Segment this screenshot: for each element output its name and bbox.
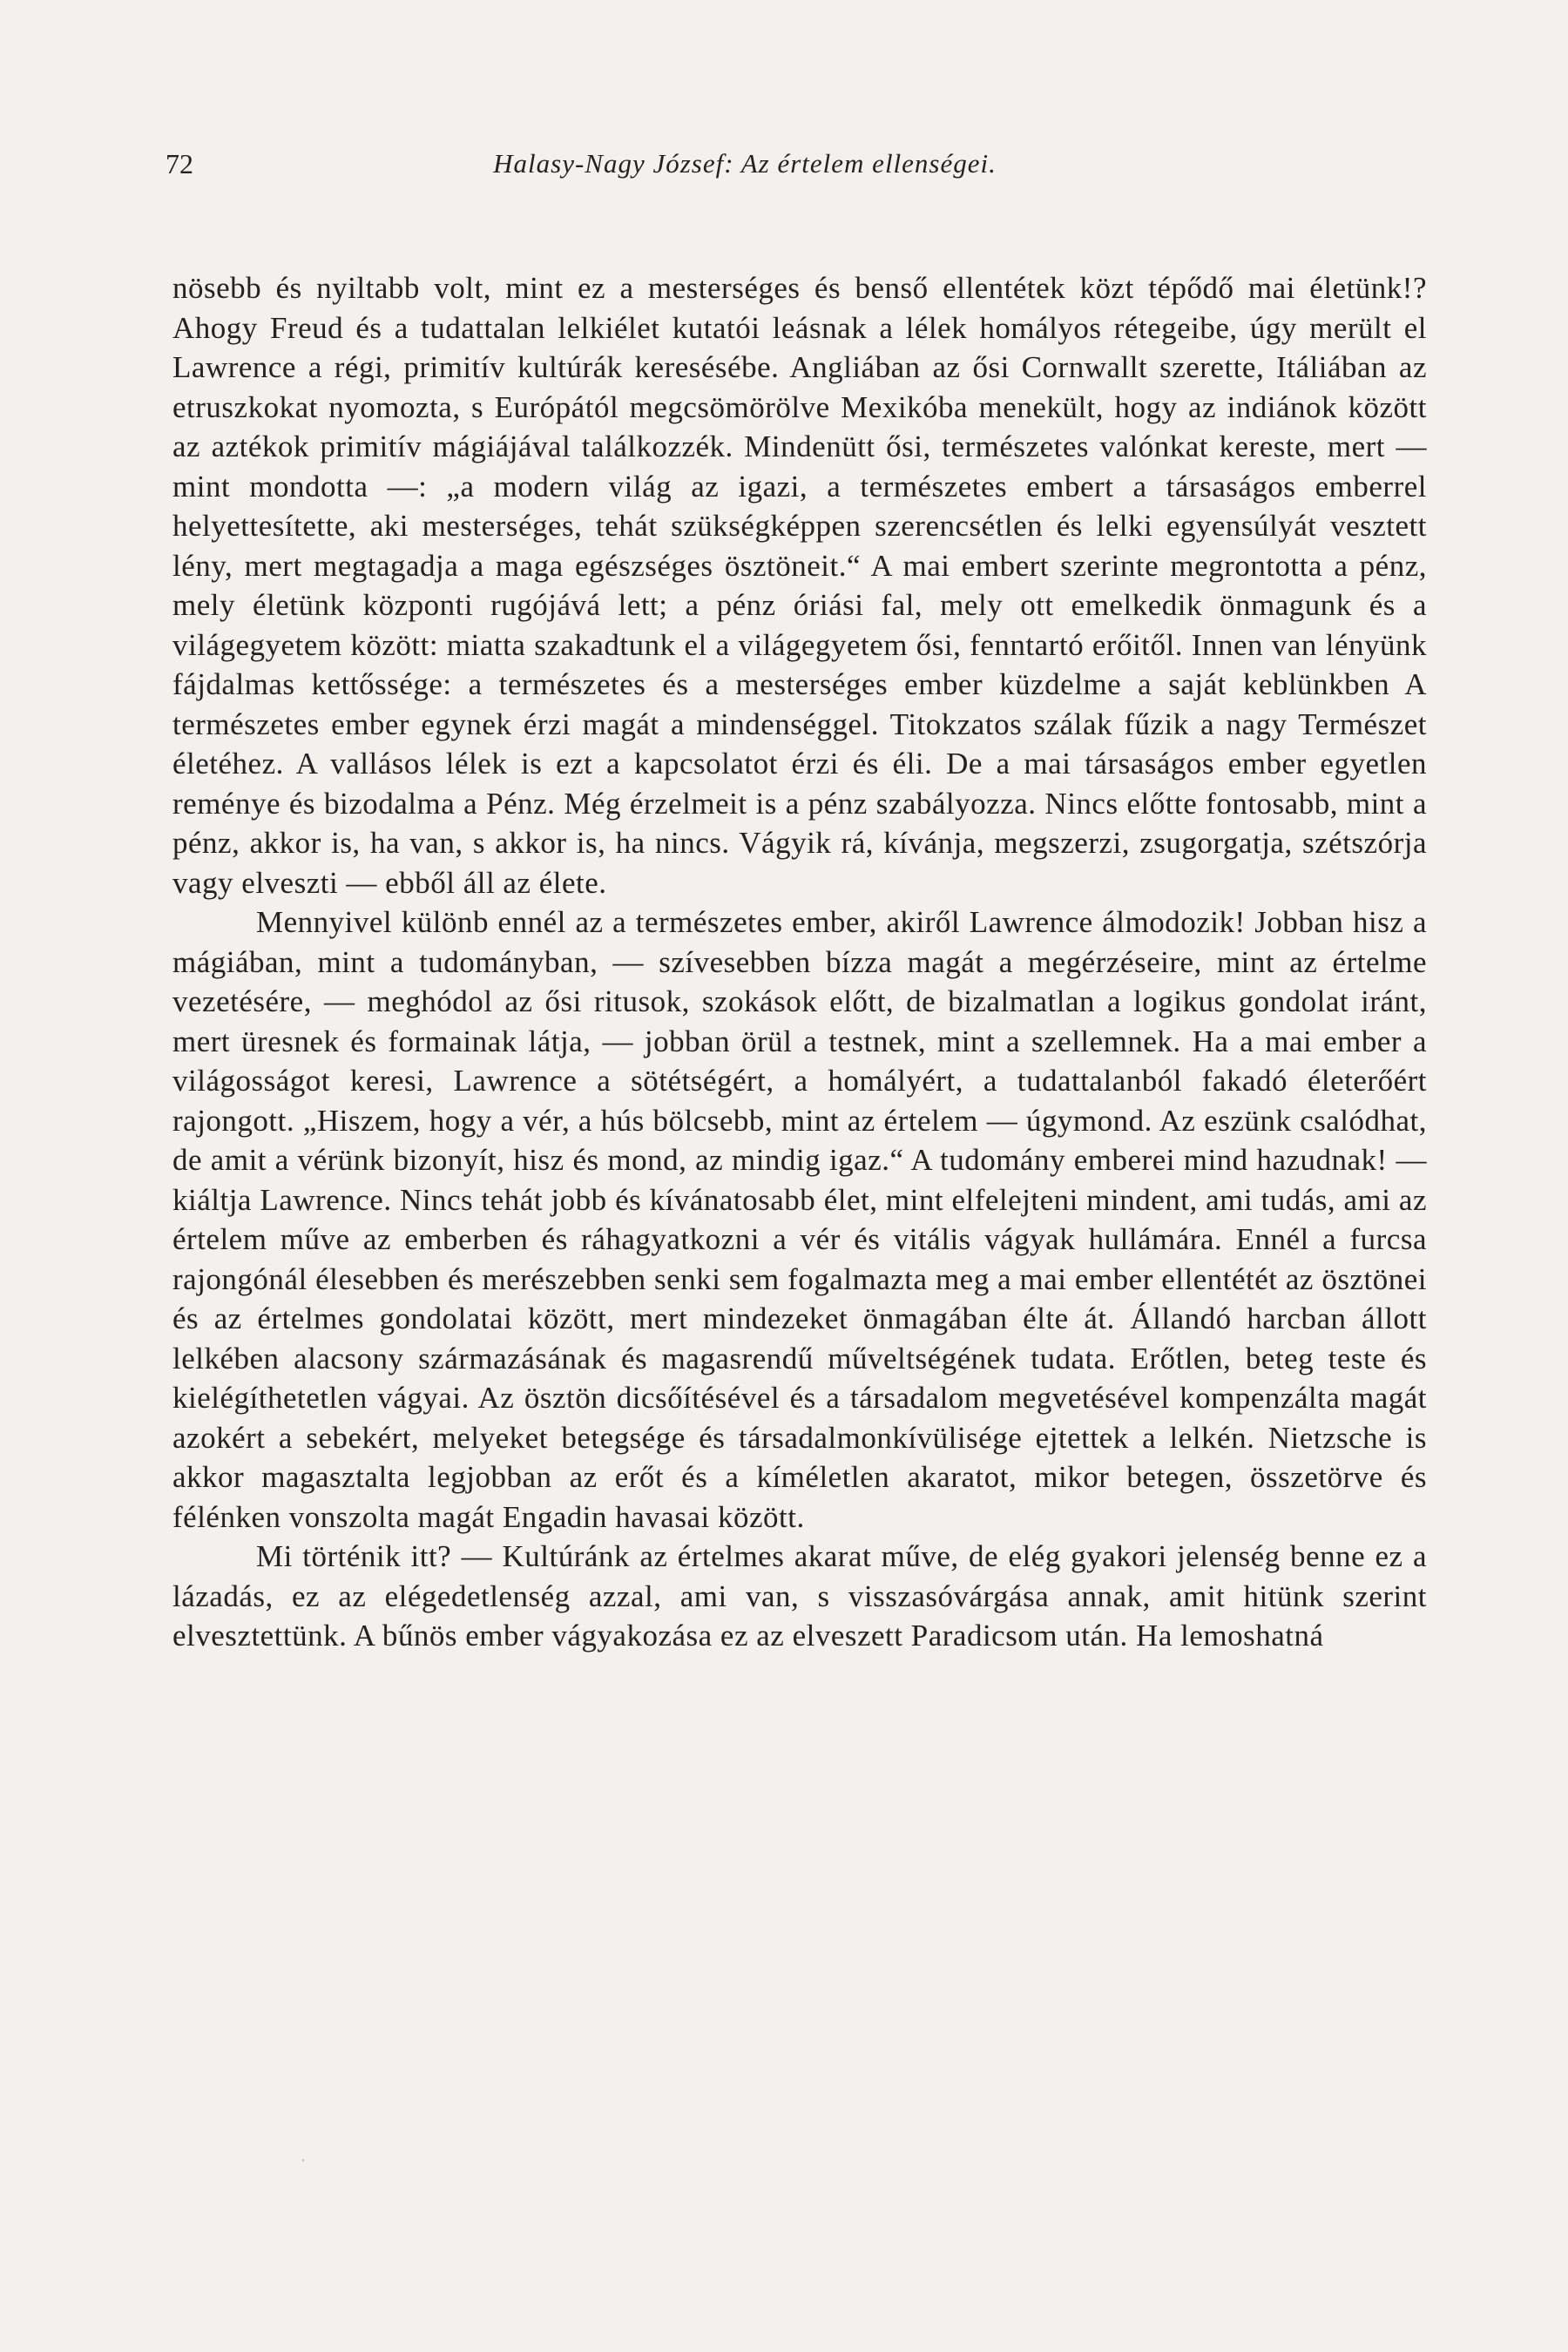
paragraph: Mennyivel különb ennél az a természetes ember, akiről Lawrence álmodozik! Jobban hisz a mágiában, mint a tudományban, — szívesebben bízza magát a megérzéseire, mint az értelme vezetésére, — meghódol az ősi ritusok, szokások előtt, de bizalmatlan a logikus gondolat iránt, mert üresnek és formainak látja, — jobban örül a testnek, mint a szellemnek. Ha a mai ember a világosságot keresi, Lawrence a sötétségért, a homályért, a tudattalanból fakadó életerőért rajongott. „Hiszem, hogy a vér, a hús bölcsebb, mint az értelem — úgymond. Az eszünk csalódhat, de amit a vérünk bizonyít, hisz és mond, az mindig igaz.“ A tudomány emberei mind hazudnak! — kiáltja Lawrence. Nincs tehát jobb és kívánatosabb élet, mint elfelejteni mindent, ami tudás, ami az értelem műve az emberben és ráhagyatkozni a vér és vitális vágyak hullámára. Ennél a furcsa rajongónál élesebben és merészebben senki sem fogalmazta meg a mai ember ellentétét az ösztönei és az értelmes gondolatai között, mert mindezeket önmagában élte át. Állandó harcban állott lelkében alacsony származásának és magasrendű műveltségének tudata. Erőtlen, beteg teste és kielégíthetetlen vágyai. Az ösztön dicsőítésével és a társadalom megvetésével kompenzálta magát azokért a sebekért, melyeket betegsége és társadalmonkívülisége ejtettek a lelkén. Nietzsche is akkor magasztalta legjobban az erőt és a kíméletlen akaratot, mikor betegen, összetörve és félénken vonszolta magát Engadin havasai között. (172, 905, 1427, 1534)
paragraph-continuation: nösebb és nyiltabb volt, mint ez a mesterséges és benső ellentétek közt tépődő mai életünk!? Ahogy Freud és a tudattalan lelkiélet kutatói leásnak a lélek homályos rétegeibe, úgy merült el Lawrence a régi, primitív kultúrák keresésébe. Angliában az ősi Cornwallt szerette, Itáliában az etruszkokat nyomozta, s Európától megcsömörölve Mexikóba menekült, hogy az indiánok között az aztékok primitív mágiájával találkozzék. Mindenütt ősi, természetes valónkat kereste, mert — mint mondotta —: „a modern világ az igazi, a természetes embert a társaságos emberrel helyettesítette, aki mesterséges, tehát szükségképpen szerencsétlen és lelki egyensúlyát vesztett lény, mert megtagadja a maga egészséges ösztöneit.“ A mai embert szerinte megrontotta a pénz, mely életünk központi rugójává lett; a pénz óriási fal, mely ott emelkedik önmagunk és a világegyetem között: miatta szakadtunk el a világegyetem ősi, fenntartó erőitől. Innen van lényünk fájdalmas kettőssége: a természetes és a mesterséges ember küzdelme a saját keblünkben A természetes ember egynek érzi magát a mindenséggel. Titokzatos szálak fűzik a nagy Természet életéhez. A vallásos lélek is ezt a kapcsolatot érzi és éli. De a mai társaságos ember egyetlen reménye és bizodalma a Pénz. Még érzelmeit is a pénz szabályozza. Nincs előtte fontosabb, mint a pénz, akkor is, ha van, s akkor is, ha nincs. Vágyik rá, kívánja, megszerzi, zsugorgatja, szétszórja vagy elveszti — ebből áll az élete. (172, 271, 1427, 900)
body-text (172, 268, 1427, 1656)
page-number: 72 (166, 148, 193, 179)
print-mark: · (301, 2152, 306, 2170)
page-header (166, 148, 1429, 192)
running-head: Halasy-Nagy József: Az értelem ellenségei. (493, 148, 997, 179)
paragraph: Mi történik itt? — Kultúránk az értelmes akarat műve, de elég gyakori jelenség benne ez a lázadás, ez az elégedetlenség azzal, ami van, s visszasóvárgása annak, amit hitünk szerint elvesztettünk. A bűnös ember vágyakozása ez az elveszett Paradicsom után. Ha lemoshatná (172, 1539, 1427, 1652)
